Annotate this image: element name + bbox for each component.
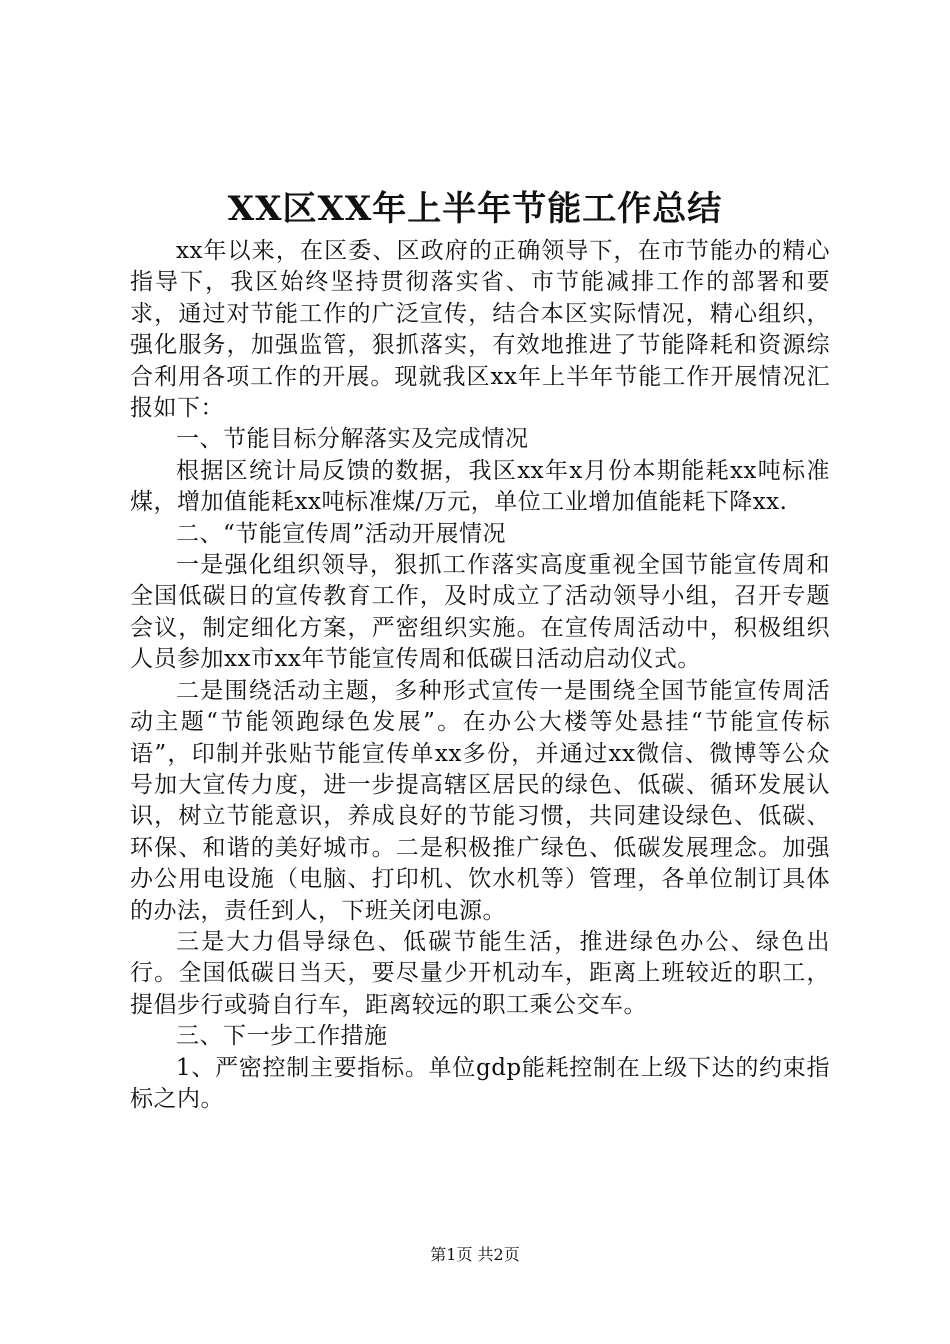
paragraph-green-living: 三是大力倡导绿色、低碳节能生活，推进绿色办公、绿色出行。全国低碳日当天，要尽量少开机动车，距离上班较近的职工，提倡步行或骑自行车，距离较远的职工乘公交车。	[130, 928, 830, 1018]
paragraph-intro: xx年以来，在区委、区政府的正确领导下，在市节能办的精心指导下，我区始终坚持贯彻落实省、市节能减排工作的部署和要求，通过对节能工作的广泛宣传，结合本区实际情况，精心组织，强化服务，加强监管，狠抓落实，有效地推进了节能降耗和资源综合利用各项工作的开展。现就我区xx年上半年节能工作开展情况汇报如下：	[130, 238, 830, 422]
paragraph-organization: 一是强化组织领导，狠抓工作落实高度重视全国节能宣传周和全国低碳日的宣传教育工作，及时成立了活动领导小组，召开专题会议，制定细化方案，严密组织实施。在宣传周活动中，积极组织人员参加xx市xx年节能宣传周和低碳日活动启动仪式。	[130, 552, 830, 673]
section-heading-3: 三、下一步工作措施	[176, 1023, 388, 1050]
section-heading-1: 一、节能目标分解落实及完成情况	[176, 426, 529, 453]
section-heading-2: 二、“节能宣传周”活动开展情况	[176, 520, 507, 547]
paragraph-measures-1: 1、严密控制主要指标。单位gdp能耗控制在上级下达的约束指标之内。	[130, 1054, 830, 1112]
paragraph-publicity: 二是围绕活动主题，多种形式宣传一是围绕全国节能宣传周活动主题“节能领跑绿色发展”。在办公大楼等处悬挂“节能宣传标语”，印制并张贴节能宣传单xx多份，并通过xx微信、微博等公众号加大宣传力度，进一步提高辖区居民的绿色、低碳、循环发展认识，树立节能意识，养成良好的节能习惯，共同建设绿色、低碳、环保、和谐的美好城市。二是积极推广绿色、低碳发展理念。加强办公用电设施（电脑、打印机、饮水机等）管理，各单位制订具体的办法，责任到人，下班关闭电源。	[130, 677, 830, 924]
page-number: 第1页 共2页	[430, 1245, 520, 1264]
document-body	[130, 236, 830, 1115]
paragraph-energy-data: 根据区统计局反馈的数据，我区xx年x月份本期能耗xx吨标准煤，增加值能耗xx吨标准煤/万元，单位工业增加值能耗下降xx.	[130, 457, 830, 516]
document-title: XX区XX年上半年节能工作总结	[227, 189, 723, 229]
